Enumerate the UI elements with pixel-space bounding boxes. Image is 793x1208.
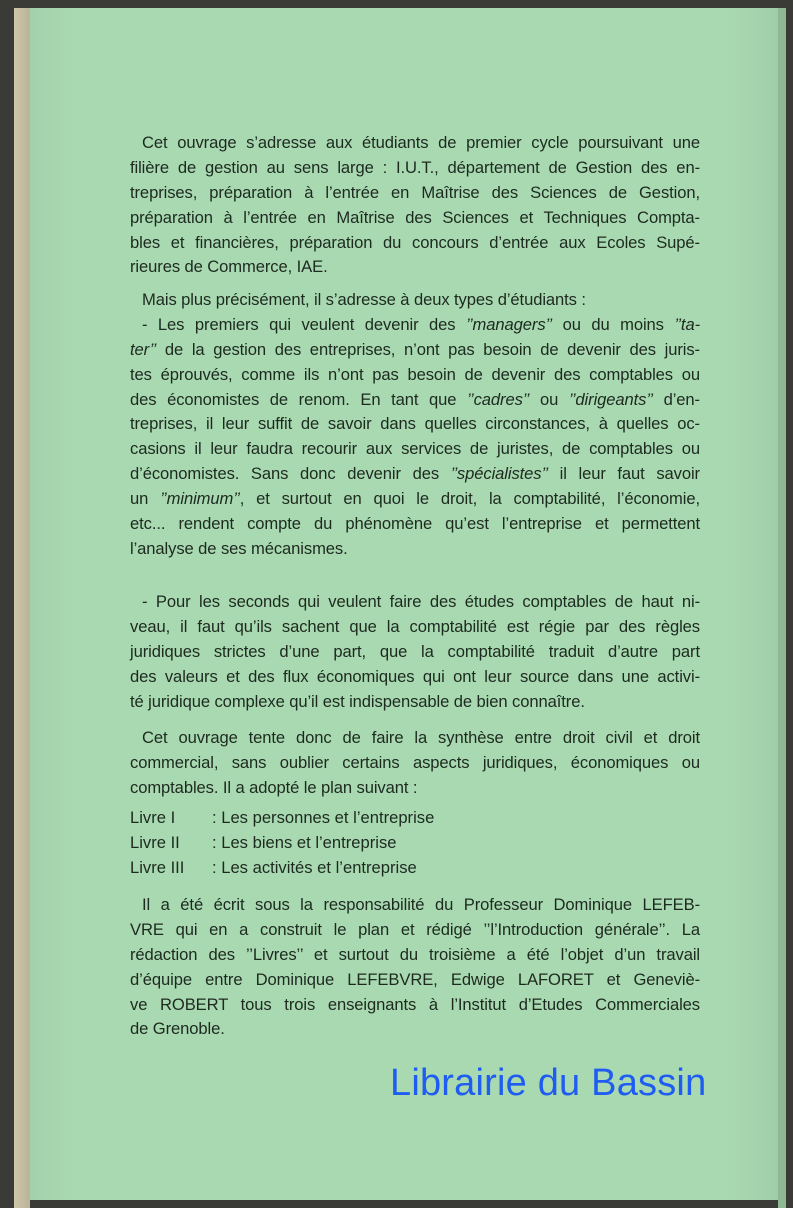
italic-term: ’’spécialistes’’	[450, 464, 549, 484]
text-line: des valeurs et des flux économiques qui ont leur source dans une activi-	[130, 666, 700, 686]
text-segment: des économistes de renom. En tant que	[130, 389, 468, 409]
text-line	[130, 388, 700, 413]
text-line	[130, 487, 700, 512]
text-line: filière de gestion au sens large : I.U.T., département de Gestion des en-	[130, 157, 700, 177]
text-line	[130, 462, 700, 487]
page-edge	[778, 8, 786, 1208]
text-line: treprises, il leur suffit de savoir dans quelles circonstances, à quelles oc-	[130, 414, 700, 434]
text-line: Il a été écrit sous la responsabilité du Professeur Dominique LEFEB-	[142, 895, 700, 914]
plan-item	[130, 806, 434, 831]
italic-term: ’’managers’’	[465, 314, 553, 334]
text-segment: , et surtout en quoi le droit, la comptabilité, l’économie,	[239, 489, 700, 509]
text-line: juridiques strictes d’une part, que la comptabilité traduit d’autre part	[130, 641, 700, 661]
plan-item	[130, 856, 417, 881]
text-line: ve ROBERT tous trois enseignants à l’Institut d’Etudes Commerciales	[130, 994, 700, 1014]
text-line: tes éprouvés, comme ils n’ont pas besoin de devenir des comptables ou	[130, 364, 700, 384]
paragraph-student-types	[130, 288, 700, 562]
text-line: etc... rendent compte du phénomène qu’est l’entreprise et permettent	[130, 514, 700, 534]
text-line: rédaction des ’’Livres’’ et surtout du troisième a été l’objet d’un travail	[130, 944, 700, 964]
plan-item-label: Livre II	[130, 833, 180, 852]
text-line: d’équipe entre Dominique LEFEBVRE, Edwige LAFORET et Geneviè-	[130, 969, 700, 989]
text-line: bles et financières, préparation du concours d’entrée aux Ecoles Supé-	[130, 232, 700, 252]
plan-item-label: Livre I	[130, 808, 176, 827]
text-line: veau, il faut qu’ils sachent que la comptabilité est régie par des règles	[130, 616, 700, 636]
paragraph-accounting-students	[130, 590, 700, 714]
text-segment: ou	[529, 389, 569, 409]
text-line: de Grenoble.	[130, 1019, 225, 1039]
text-segment: un	[130, 489, 161, 509]
text-line: Mais plus précisément, il s’adresse à deux types d’étudiants :	[142, 290, 586, 309]
plan-item-title: : Les biens et l’entreprise	[212, 833, 397, 852]
watermark: Librairie du Bassin	[390, 1062, 707, 1104]
text-segment: d’en-	[652, 389, 700, 409]
paragraph-audience	[130, 131, 700, 280]
text-line: treprises, préparation à l’entrée en Maîtrise des Sciences de Gestion,	[130, 182, 700, 202]
text-line: VRE qui en a construit le plan et rédigé ’’l’Introduction générale’’. La	[130, 919, 700, 939]
italic-term: ’’ta-	[674, 314, 700, 334]
text-line: comptables. Il a adopté le plan suivant :	[130, 777, 418, 797]
text-segment: ou du moins	[552, 314, 675, 334]
text-line: commercial, sans oublier certains aspects juridiques, économiques ou	[130, 752, 700, 772]
italic-term: ’’minimum’’	[160, 489, 240, 509]
text-segment: il leur faut savoir	[548, 464, 700, 484]
text-segment: - Les premiers qui veulent devenir des	[142, 314, 466, 334]
book-spine-edge	[14, 8, 30, 1208]
text-line: Cet ouvrage s’adresse aux étudiants de premier cycle poursuivant une	[142, 133, 700, 152]
text-line: Cet ouvrage tente donc de faire la synthèse entre droit civil et droit	[142, 728, 700, 747]
plan-item-label: Livre III	[130, 858, 185, 877]
text-segment: de la gestion des entreprises, n’ont pas besoin de devenir des juris-	[156, 339, 700, 359]
italic-term: ’’dirigeants’’	[568, 389, 653, 409]
italic-term: ’’cadres’’	[467, 389, 530, 409]
text-line: té juridique complexe qu’il est indispensable de bien connaître.	[130, 691, 585, 711]
text-line: - Pour les seconds qui veulent faire des études comptables de haut ni-	[142, 592, 700, 611]
text-line	[130, 313, 700, 338]
paragraph-synthesis	[130, 726, 700, 801]
text-line: casions il leur faudra recourir aux services de juristes, de comptables ou	[130, 439, 700, 459]
paragraph-authors	[130, 893, 700, 1042]
plan-item-title: : Les personnes et l’entreprise	[212, 808, 435, 827]
text-line: rieures de Commerce, IAE.	[130, 257, 328, 277]
text-line	[130, 338, 700, 363]
text-line: l’analyse de ses mécanismes.	[130, 538, 348, 558]
italic-term: ter’’	[130, 339, 157, 359]
text-segment: d’économistes. Sans donc devenir des	[130, 464, 451, 484]
plan-item	[130, 831, 396, 856]
plan-item-title: : Les activités et l’entreprise	[212, 858, 417, 877]
text-line: préparation à l’entrée en Maîtrise des Sciences et Techniques Compta-	[130, 207, 700, 227]
